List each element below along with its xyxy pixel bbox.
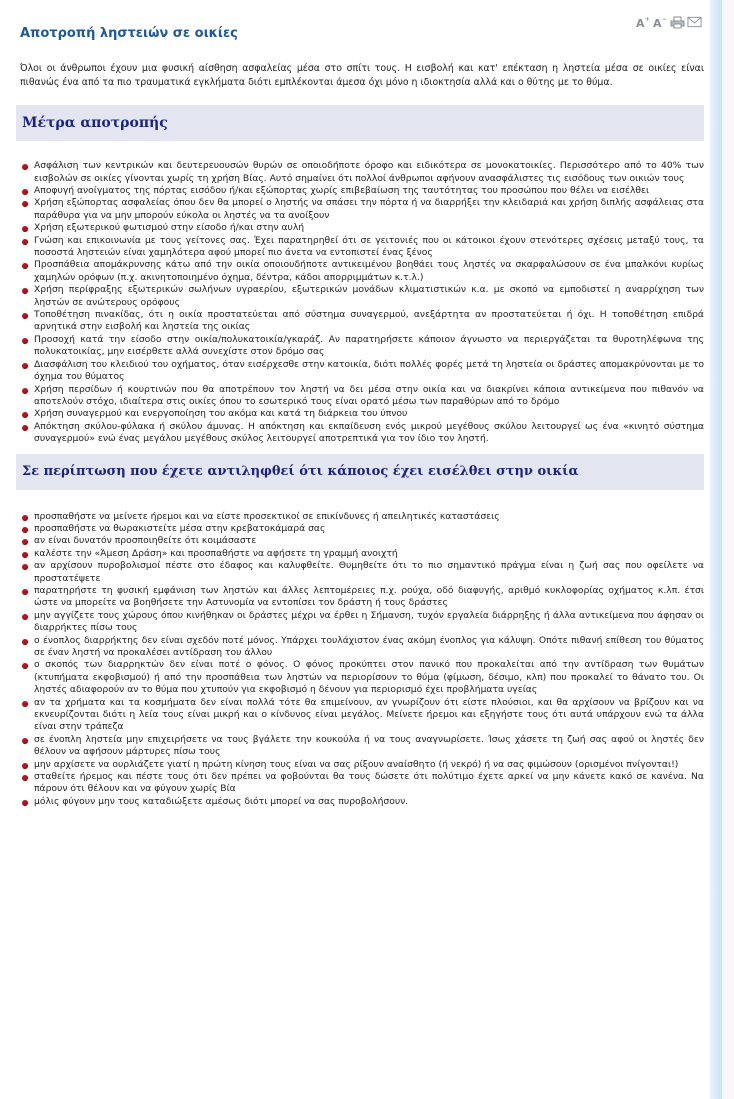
intrusion-list bbox=[16, 511, 704, 809]
list-item: Προσπάθεια απομάκρυνσης κάτω από την οικία οποιουδήποτε αντικειμένου βοηθάει τους ληστές να σκαρφαλώσουν σε ένα μπαλκόνι κυρίως χαμηλών ορόφων (π.χ. ακινητοποιημένο όχημα, δέντρα, κάδοι απορριμμάτων κ.τ.λ.) bbox=[34, 259, 704, 283]
list-item: μην αγγίζετε τους χώρους όπου κινήθηκαν οι δράστες μέχρι να έρθει η Σήμανση, τυχόν εργαλεία διάρρηξης ή άλλα αντικείμενα που άφησαν οι διαρρήκτες πίσω τους bbox=[34, 609, 704, 634]
list-item: ο σκοπός των διαρρηκτών δεν είναι ποτέ ο φόνος. Ο φόνος προκύπτει στον πανικό που προκαλείται από την αντίδραση των θυμάτων (κτυπήματα εκφοβισμού) ή από την προσπάθεια των ληστών να περιορίσουν το θύμα (φίμωση, δέσιμο, κλπ) που προκαλεί το θάνατο του. Οι ληστές αδιαφορούν αν το θύμα που χτυπούν για εκφοβισμό η δένουν για περιορισμό έχει προβλήματα υγείας bbox=[34, 659, 704, 696]
list-item: Απόκτηση σκύλου-φύλακα ή σκύλου άμυνας. Η απόκτηση και εκπαίδευση ενός μικρού μεγέθους σκύλου λειτουργεί ως ένα «κινητό σύστημα συναγερμού» ενώ ένας μεγάλου μεγέθους σκύλος λειτουργεί αποτρεπτικά για τον ίδιο τον ληστή. bbox=[34, 420, 704, 445]
list-item: καλέστε την «Άμεση Δράση» και προσπαθήστε να αφήσετε τη γραμμή ανοιχτή bbox=[34, 548, 704, 560]
print-icon[interactable] bbox=[670, 15, 685, 29]
list-item: Ασφάλιση των κεντρικών και δευτερευουσών θυρών σε οποιοδήποτε όροφο και ειδικότερα σε μονοκατοικίες. Περισσότερο από το 40% των εισβολών σε οικίες γίνονται χωρίς τη χρήση Βίας. Αυτό σημαίνει ότι πολλοί άνθρωποι αφήνουν ανασφάλιστες τις εισόδους των οικιών τους bbox=[34, 160, 704, 184]
section-heading-intrusion: Σε περίπτωση που έχετε αντιληφθεί ότι κάποιος έχει εισέλθει στην οικία bbox=[16, 454, 704, 490]
list-item: Διασφάλιση του κλειδιού του οχήματος, όταν εισέρχεσθε στην κατοικία, διότι πολλές φορές μετά τη ληστεία οι δράστες απομακρύνονται με το όχημα του θύματος bbox=[34, 358, 704, 383]
page-edge-decoration bbox=[710, 0, 722, 1099]
list-item: μην αρχίσετε να ουρλιάζετε γιατί η πρώτη κίνηση τους είναι να σας ρίξουν αναίσθητο (ή νεκρό) ή να σας φιμώσουν (ορισμένοι πνίγονται!) bbox=[34, 759, 704, 771]
article-tools bbox=[636, 15, 702, 29]
list-item: σταθείτε ήρεμος και πέστε τους ότι δεν πρέπει να φοβούνται θα τους δώσετε ότι πολύτιμο έχετε αρκεί να μην κάνετε κακό σε κανένα. Να πάρουν ότι θέλουν και να φύγουν χωρίς Βία bbox=[34, 771, 704, 795]
list-item: Προσοχή κατά την είσοδο στην οικία/πολυκατοικία/γκαράζ. Αν παρατηρήσετε κάποιον άγνωστο να περιεργάζεται τα θυροτηλέφωνα της πολυκατοικίας, μην εισέρθετε αλλά συνεχίστε στον δρόμο σας bbox=[34, 333, 704, 358]
section-heading-prevention: Μέτρα αποτροπής bbox=[16, 105, 704, 141]
prevention-list bbox=[16, 160, 704, 445]
intro-paragraph: Όλοι οι άνθρωποι έχουν μια φυσική αίσθηση ασφαλείας μέσα στο σπίτι τους. Η εισβολή και κατ' επέκταση η ληστεία μέσα σε οικίες είναι πιθανώς ένα από τα πιο τραυματικά εγκλήματα διότι εμπλέκονται άμεσα όχι μόνο η ιδιοκτησία αλλά και ο θύτης με το θύμα. bbox=[20, 63, 704, 88]
decrease-font-icon[interactable] bbox=[653, 15, 668, 29]
list-item: Αποφυγή ανοίγματος της πόρτας εισόδου ή/και εξώπορτας χωρίς επιβεβαίωση της ταυτότητας του προσώπου που θέλει να εισέλθει bbox=[34, 185, 704, 197]
list-item: Χρήση συναγερμού και ενεργοποίηση του ακόμα και κατά τη διάρκεια του ύπνου bbox=[34, 408, 704, 420]
list-item: ο ένοπλος διαρρήκτης δεν είναι σχεδόν ποτέ μόνος. Υπάρχει τουλάχιστον ένας ακόμη ένοπλος για κάλυψη. Οπότε πιθανή επίθεση του θύματος σε έναν ληστή να προκαλέσει αντίδραση του άλλου bbox=[34, 634, 704, 658]
list-item: Χρήση περσίδων ή κουρτινών που θα αποτρέπουν τον ληστή να δει μέσα στην οικία και να διακρίνει κάποια αντικείμενα που πιθανόν να αποτελούν στόχο, ιδιαίτερα στις οικίες όπου το εσωτερικό τους είναι ορατό μέσω των παραθύρων από το δρόμο bbox=[34, 383, 704, 407]
increase-font-icon[interactable] bbox=[636, 15, 651, 29]
list-item: Γνώση και επικοινωνία με τους γείτονες σας. Έχει παρατηρηθεί ότι σε γειτονιές που οι κάτοικοι έχουν στενότερες σχέσεις μεταξύ τους, τα ποσοστά ληστειών είναι χαμηλότερα αφού μπορεί πιο άνετα να εντοπιστεί ένας ξένος bbox=[34, 234, 704, 259]
list-item: προσπαθήστε να μείνετε ήρεμοι και να είστε προσεκτικοί σε επικίνδυνες ή απειλητικές καταστάσεις bbox=[34, 511, 704, 523]
list-item: αν είναι δυνατόν προσποιηθείτε ότι κοιμάσαστε bbox=[34, 535, 704, 547]
list-item: παρατηρήστε τη φυσική εμφάνιση των ληστών και άλλες λεπτομέρειες π.χ. ρούχα, οδό διαφυγής, αριθμό κυκλοφορίας οχήματος κ.λπ. έτσι ώστε να μπορείτε να βοηθήσετε την Αστυνομία να εντοπίσει τον δράστη ή τους δράστες bbox=[34, 584, 704, 609]
svg-text:A: A bbox=[636, 17, 645, 28]
svg-text:+: + bbox=[645, 16, 651, 23]
list-item: Χρήση εξωτερικού φωτισμού στην είσοδο ή/και στην αυλή bbox=[34, 222, 704, 234]
list-item: Χρήση εξώπορτας ασφαλείας όπου δεν θα μπορεί ο ληστής να σπάσει την πόρτα ή να διαρρήξει την κλειδαριά και χρήση διπλής ασφάλειας στα παράθυρα για να μην μπορούν εύκολα οι ληστές να τα ανοίξουν bbox=[34, 197, 704, 221]
list-item: Τοποθέτηση πινακίδας, ότι η οικία προστατεύεται από σύστημα συναγερμού, ανεξάρτητα αν προστατεύεται ή όχι. Η τοποθέτηση επιδρά αρνητικά στην εισβολή και ληστεία της οικίας bbox=[34, 309, 704, 333]
list-item: μόλις φύγουν μην τους καταδιώξετε αμέσως διότι μπορεί να σας πυροβολήσουν. bbox=[34, 796, 704, 808]
title-row bbox=[16, 0, 704, 52]
list-item: προσπαθήστε να θωρακιστείτε μέσα στην κρεβατοκάμαρά σας bbox=[34, 523, 704, 535]
list-item: αν αρχίσουν πυροβολισμοί πέστε στο έδαφος και καλυφθείτε. Θυμηθείτε ότι το πιο σημαντικό πράγμα είναι η ζωή σας που οφείλετε να προστατέψετε bbox=[34, 560, 704, 584]
page-title: Αποτροπή ληστειών σε οικίες bbox=[20, 26, 238, 41]
list-item: σε ένοπλη ληστεία μην επιχειρήσετε να τους βγάλετε την κουκούλα ή να τους αναγνωρίσετε. Ίσως χάσετε τη ζωή σας αφού οι ληστές δεν θέλουν να αφήσουν μάρτυρες πίσω τους bbox=[34, 733, 704, 758]
list-item: αν τα χρήματα και τα κοσμήματα δεν είναι πολλά τότε θα επιμείνουν, αν γνωρίζουν ότι είστε πλούσιοι, και θα αρχίσουν να βρίζουν και να εκνευρίζονται διότι η λεία τους είναι μικρή και ο κίνδυνος είναι μεγάλος. Μείνετε ήρεμοι και εξηγήστε τους ότι αυτά υπάρχουν ενώ τα άλλα είναι στην τράπεζα bbox=[34, 696, 704, 733]
svg-text:A: A bbox=[653, 17, 662, 28]
email-icon[interactable] bbox=[687, 15, 702, 29]
svg-text:−: − bbox=[662, 16, 668, 23]
list-item: Χρήση περίφραξης εξωτερικών σωλήνων υγραερίου, εξωτερικών μονάδων κλιματιστικών κ.α. με σκοπό να εμποδιστεί η αναρρίχηση των ληστών σε ανώτερους ορόφους bbox=[34, 284, 704, 308]
